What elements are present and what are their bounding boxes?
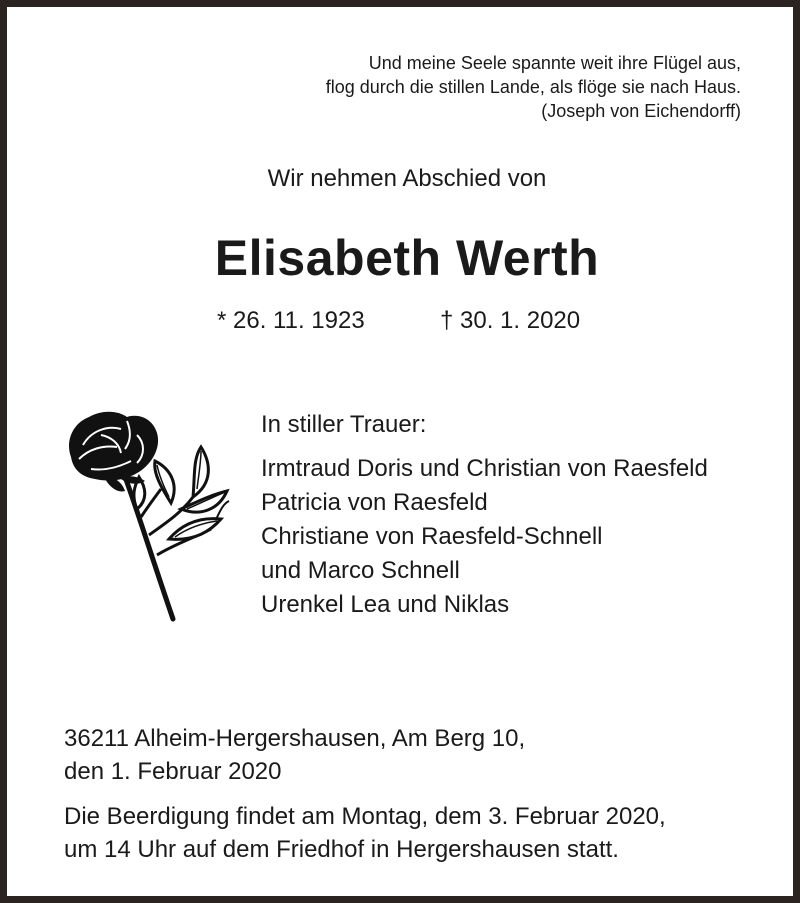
- farewell-line: Wir nehmen Abschied von: [267, 165, 547, 192]
- mourners-list: [261, 408, 708, 622]
- birth-date: * 26. 11. 1923: [217, 307, 365, 334]
- notice-footer: [64, 722, 666, 866]
- deceased-name: Elisabeth Werth: [214, 230, 600, 286]
- funeral-info-line-2: um 14 Uhr auf dem Friedhof in Hergershausen statt.: [64, 836, 619, 863]
- poem-quote: [326, 51, 741, 123]
- funeral-info-line-1: Die Beerdigung findet am Montag, dem 3. Februar 2020,: [64, 803, 666, 830]
- notice-date: den 1. Februar 2020: [64, 758, 282, 785]
- mourner-name: Christiane von Raesfeld-Schnell: [261, 523, 603, 550]
- death-date: † 30. 1. 2020: [440, 307, 581, 334]
- mourner-name: und Marco Schnell: [261, 557, 460, 584]
- mourners-heading: In stiller Trauer:: [261, 411, 427, 438]
- mourner-name: Patricia von Raesfeld: [261, 489, 488, 516]
- quote-line-1: Und meine Seele spannte weit ihre Flügel aus,: [368, 53, 741, 73]
- quote-author: (Joseph von Eichendorff): [541, 101, 741, 121]
- rose-icon: [61, 405, 241, 627]
- address-line: 36211 Alheim-Hergershausen, Am Berg 10,: [64, 725, 526, 752]
- mourner-name: Urenkel Lea und Niklas: [261, 591, 510, 618]
- quote-line-2: flog durch die stillen Lande, als flöge sie nach Haus.: [325, 77, 741, 97]
- mourner-name: Irmtraud Doris und Christian von Raesfeld: [261, 455, 708, 482]
